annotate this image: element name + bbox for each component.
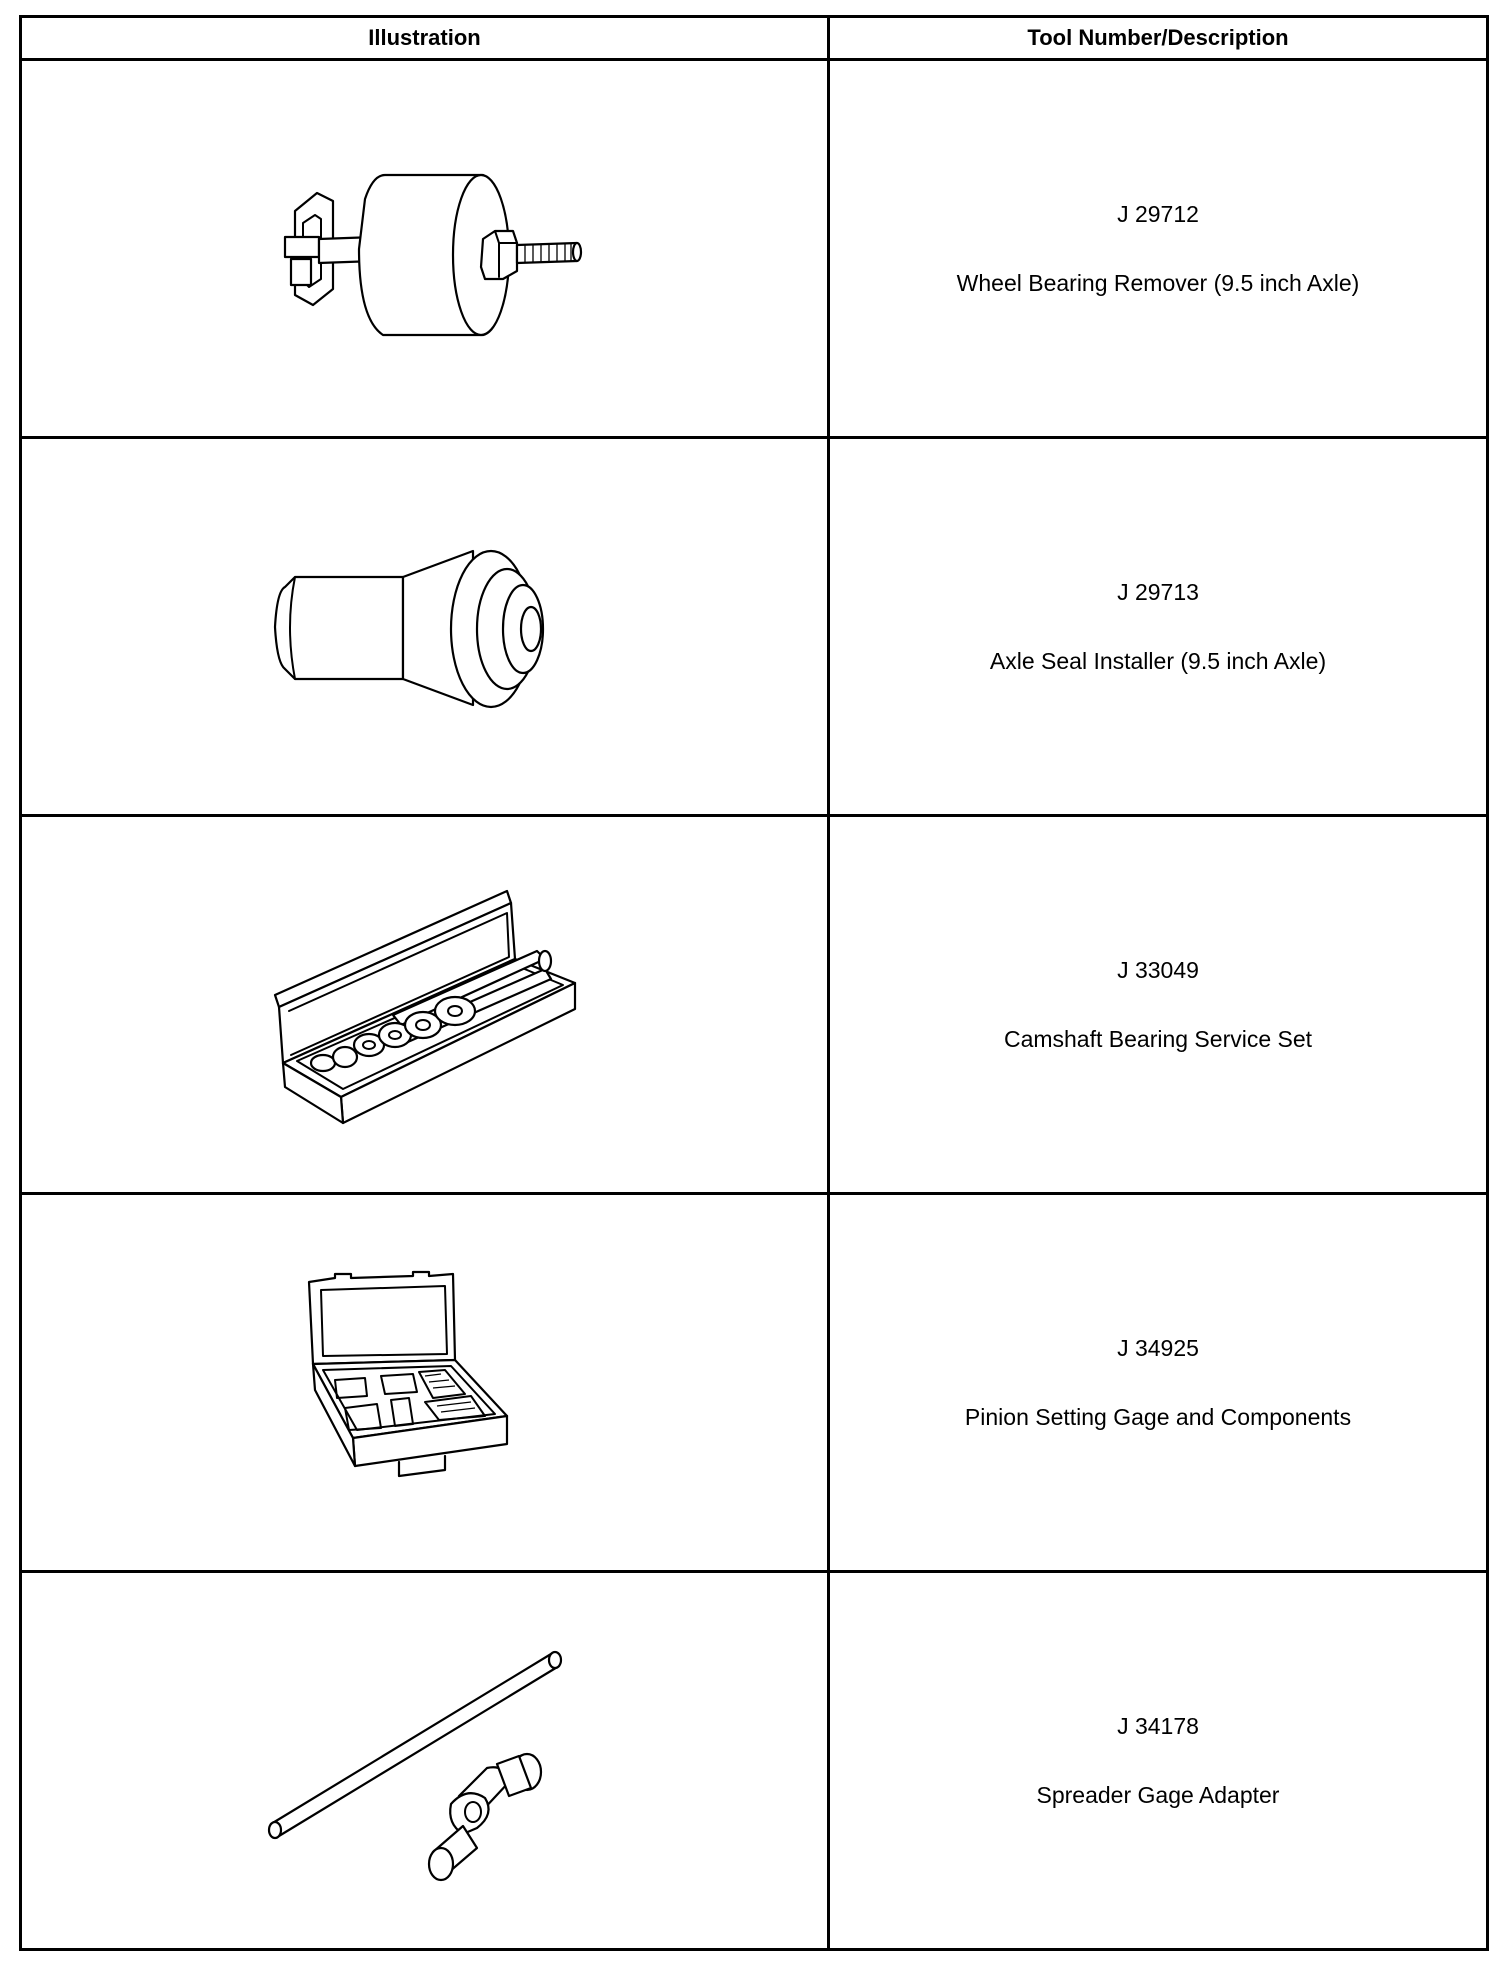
illustration-cell [21,1572,829,1950]
illustration-cell [21,1194,829,1572]
table-row [21,438,1488,816]
illustration-cell [21,816,829,1194]
axle-seal-installer-illustration [255,517,595,737]
tool-number: J 34925 [1117,1334,1199,1361]
tool-number: J 34178 [1117,1712,1199,1739]
tool-description-cell [829,1194,1488,1572]
tool-description-cell [829,1572,1488,1950]
tool-description-cell [829,60,1488,438]
table-row [21,1194,1488,1572]
tool-description: Axle Seal Installer (9.5 inch Axle) [989,647,1327,674]
tool-number: J 29712 [1117,200,1199,227]
wheel-bearing-remover-illustration [255,139,595,359]
tool-description: Spreader Gage Adapter [1036,1781,1280,1808]
tool-table [19,15,1489,1951]
pinion-setting-gage-illustration [295,1268,555,1498]
tool-number: J 29713 [1117,578,1199,605]
illustration-cell [21,438,829,816]
spreader-gage-adapter-illustration [255,1626,595,1896]
tool-description: Pinion Setting Gage and Components [964,1403,1352,1430]
illustration-column-header: Illustration [21,17,829,60]
tool-description: Wheel Bearing Remover (9.5 inch Axle) [956,269,1360,296]
tool-description-cell [829,816,1488,1194]
table-row [21,816,1488,1194]
tool-description-cell [829,438,1488,816]
tool-column-header: Tool Number/Description [829,17,1488,60]
illustration-cell [21,60,829,438]
tool-description: Camshaft Bearing Service Set [1003,1025,1313,1052]
table-row [21,1572,1488,1950]
table-row [21,60,1488,438]
tool-number: J 33049 [1117,956,1199,983]
table-header-row [21,17,1488,60]
camshaft-bearing-set-illustration [245,865,605,1145]
